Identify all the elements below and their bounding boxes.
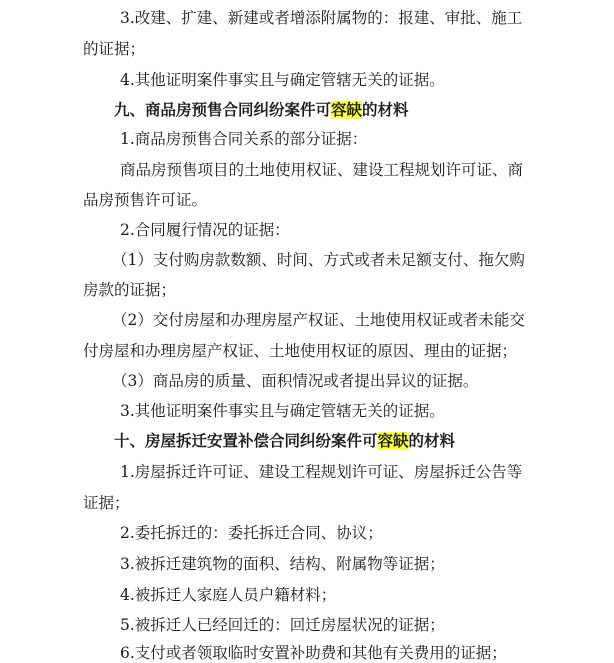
text-line: （2）交付房屋和办理房屋产权证、土地使用权证或者未能交 bbox=[112, 311, 525, 329]
text-line: 房款的证据； bbox=[83, 281, 177, 299]
text-line: 2.委托拆迁的：委托拆迁合同、协议； bbox=[120, 524, 383, 542]
heading-text: 的材料 bbox=[408, 432, 456, 450]
text-line: 5.被拆迁人已经回迁的：回迁房屋状况的证据； bbox=[120, 616, 445, 634]
text-line: 6.支付或者领取临时安置补助费和其他有关费用的证据； bbox=[120, 644, 507, 662]
text-line: 4.被拆迁人家庭人员户籍材料； bbox=[120, 586, 337, 604]
text-line: 1.房屋拆迁许可证、建设工程规划许可证、房屋拆迁公告等 bbox=[120, 463, 523, 481]
text-line: 的证据； bbox=[83, 40, 146, 58]
text-line: 3.被拆迁建筑物的面积、结构、附属物等证据； bbox=[120, 555, 445, 573]
text-line: 商品房预售项目的土地使用权证、建设工程规划许可证、商 bbox=[120, 161, 524, 179]
heading-text: 九、商品房预售合同纠纷案件可 bbox=[114, 101, 332, 119]
text-line: （1）支付购房款数额、时间、方式或者未足额支付、拖欠购 bbox=[112, 251, 525, 269]
text-line: 证据； bbox=[83, 494, 130, 512]
text-line: 2.合同履行情况的证据： bbox=[120, 221, 290, 239]
text-line: 付房屋和办理房屋产权证、土地使用权证的原因、理由的证据； bbox=[83, 342, 518, 360]
heading-text: 十、房屋拆迁安置补偿合同纠纷案件可 bbox=[114, 432, 378, 450]
text-line: 品房预售许可证。 bbox=[83, 191, 208, 209]
text-line: 3.改建、扩建、新建或者增添附属物的：报建、审批、施工 bbox=[120, 9, 523, 27]
text-line: 1.商品房预售合同关系的部分证据： bbox=[120, 130, 368, 148]
text-line: 4.其他证明案件事实且与确定管辖无关的证据。 bbox=[120, 71, 445, 89]
heading-text: 的材料 bbox=[362, 101, 409, 119]
text-line: （3）商品房的质量、面积情况或者提出异议的证据。 bbox=[112, 372, 479, 390]
text-line: 3.其他证明案件事实且与确定管辖无关的证据。 bbox=[120, 402, 445, 420]
section-heading-10 bbox=[114, 431, 455, 451]
highlighted-text: 容缺 bbox=[331, 101, 363, 119]
highlighted-text: 容缺 bbox=[377, 432, 409, 450]
section-heading-9 bbox=[114, 100, 409, 120]
